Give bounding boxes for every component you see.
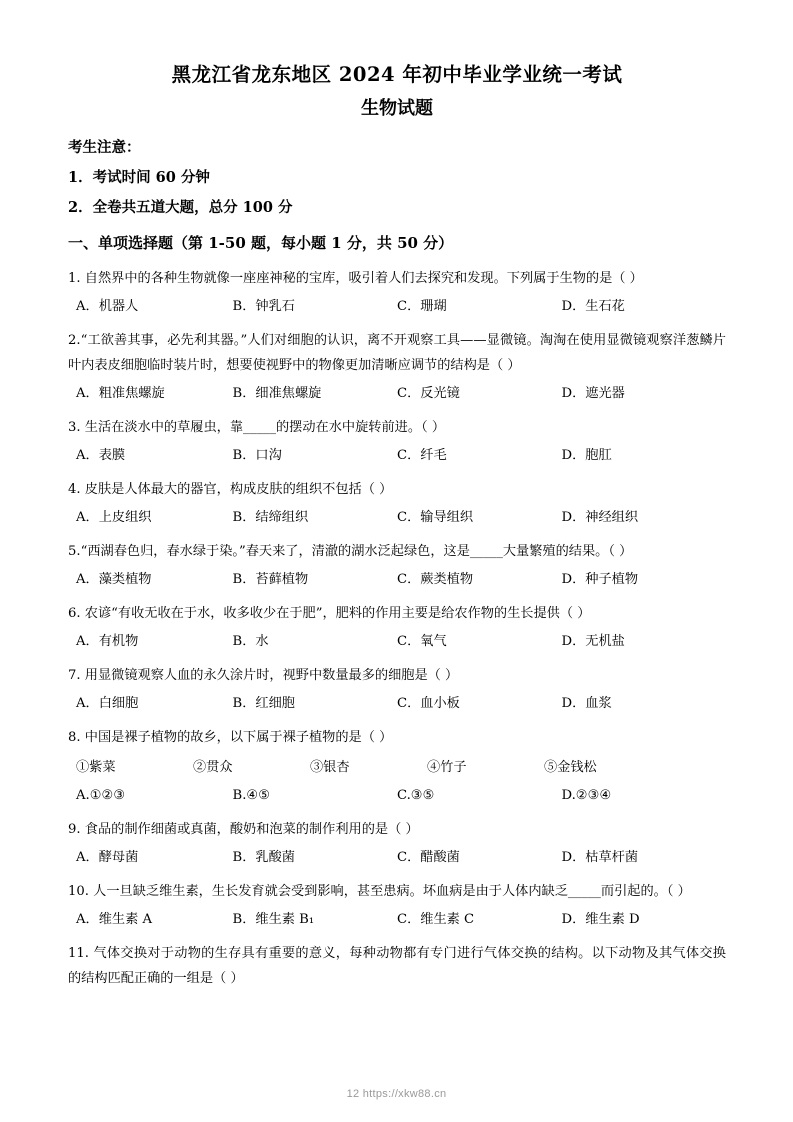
question-stem: 9. 食品的制作细菌或真菌，酸奶和泡菜的制作利用的是（ ） [68,822,419,837]
option-d[interactable]: D．种子植物 [561,572,639,587]
option-b[interactable]: B．乳酸菌 [232,850,295,865]
option-b[interactable]: B．水 [232,634,269,649]
option-d[interactable]: D．无机盐 [561,634,625,649]
notice-item-1: 1．考试时间 60 分钟 [68,169,210,186]
option-a[interactable]: A．酵母菌 [76,850,139,865]
question-stem: 1. 自然界中的各种生物就像一座座神秘的宝库，吸引着人们去探究和发现。下列属于生物的是（ ） [68,271,643,286]
page-footer: 12 https://xkw88.cn [346,1088,447,1100]
option-d[interactable]: D．生石花 [561,299,625,314]
option-d[interactable]: D．维生素 D [561,912,640,927]
option-b[interactable]: B．结缔组织 [232,510,309,525]
choice-item-1: ①紫菜 [76,760,116,775]
option-a[interactable]: A．表膜 [76,448,126,463]
option-a[interactable]: A．上皮组织 [76,510,152,525]
option-d[interactable]: D．胞肛 [561,448,612,463]
option-c[interactable]: C．醋酸菌 [397,850,460,865]
option-row [68,506,726,530]
question-stem: 8. 中国是裸子植物的故乡，以下属于裸子植物的是（ ） [68,730,393,745]
page-subtitle: 生物试题 [361,98,433,119]
question-stem: 11. 气体交换对于动物的生存具有重要的意义，每种动物都有专门进行气体交换的结构。以下动物及其气体交换的结构匹配正确的一组是（ ） [68,946,726,986]
option-row [68,630,726,654]
question-stem: 3. 生活在淡水中的草履虫，靠_____的摆动在水中旋转前进。（ ） [68,420,446,435]
option-c[interactable]: C．维生素 C [397,912,475,927]
section-heading: 一、单项选择题（第 1-50 题，每小题 1 分，共 50 分） [68,234,454,252]
choice-item-3: ③银杏 [310,760,350,775]
option-d[interactable]: D．神经组织 [561,510,639,525]
option-c[interactable]: C．珊瑚 [397,299,447,314]
option-c[interactable]: C．血小板 [397,696,460,711]
option-row [68,692,726,716]
option-d[interactable]: D.②③④ [561,788,612,803]
option-b[interactable]: B.④⑤ [232,788,271,803]
option-d[interactable]: D．遮光器 [561,386,625,401]
option-row [68,382,726,406]
option-b[interactable]: B．苔藓植物 [232,572,309,587]
question-stem: 7. 用显微镜观察人血的永久涂片时，视野中数量最多的细胞是（ ） [68,668,459,683]
option-a[interactable]: A．维生素 A [76,912,152,927]
page-content [68,60,726,995]
question-stem: 4. 皮肤是人体最大的器官，构成皮肤的组织不包括（ ） [68,482,393,497]
question-stem: 6. 农谚“有收无收在于水，收多收少在于肥”，肥料的作用主要是给农作物的生长提供（ ） [68,606,591,621]
option-a[interactable]: A．藻类植物 [76,572,152,587]
option-c[interactable]: C．氧气 [397,634,447,649]
option-c[interactable]: C．反光镜 [397,386,460,401]
question-stem: 10. 人一旦缺乏维生素，生长发育就会受到影响，甚至患病。坏血病是由于人体内缺乏_____而引起的。（ ） [68,884,691,899]
choice-item-5: ⑤金钱松 [544,760,597,775]
option-row [68,846,726,870]
option-c[interactable]: C．蕨类植物 [397,572,474,587]
question-stem: 2.“工欲善其事，必先利其器。”人们对细胞的认识，离不开观察工具——显微镜。淘淘在使用显微镜观察洋葱鳞片叶内表皮细胞临时装片时，想要使视野中的物像更加清晰应调节的结构是（ ） [68,333,726,373]
option-b[interactable]: B．口沟 [232,448,282,463]
option-b[interactable]: B．钟乳石 [232,299,295,314]
option-row [68,908,726,932]
option-row [68,784,726,808]
option-a[interactable]: A．机器人 [76,299,139,314]
option-row [68,295,726,319]
option-row [68,568,726,592]
choice-items-row [76,756,726,780]
choice-item-2: ②贯众 [193,760,233,775]
notice-item-2: 2．全卷共五道大题，总分 100 分 [68,199,293,216]
option-b[interactable]: B．红细胞 [232,696,295,711]
notice-heading: 考生注意： [68,139,141,156]
question-stem: 5.“西湖春色归，春水绿于染。”春天来了，清澈的湖水泛起绿色，这是_____大量繁殖的结果。（ ） [68,544,633,559]
option-c[interactable]: C．输导组织 [397,510,474,525]
option-d[interactable]: D．枯草杆菌 [561,850,639,865]
option-a[interactable]: A．有机物 [76,634,139,649]
option-c[interactable]: C.③⑤ [397,788,435,803]
option-a[interactable]: A．粗准焦螺旋 [76,386,165,401]
option-c[interactable]: C．纤毛 [397,448,447,463]
option-d[interactable]: D．血浆 [561,696,612,711]
option-row [68,444,726,468]
option-b[interactable]: B．维生素 B₁ [232,912,315,927]
option-a[interactable]: A．白细胞 [76,696,139,711]
choice-item-4: ④竹子 [427,760,467,775]
option-a[interactable]: A.①②③ [76,788,126,803]
page-title: 黑龙江省龙东地区 2024 年初中毕业学业统一考试 [171,63,623,86]
option-b[interactable]: B．细准焦螺旋 [232,386,322,401]
